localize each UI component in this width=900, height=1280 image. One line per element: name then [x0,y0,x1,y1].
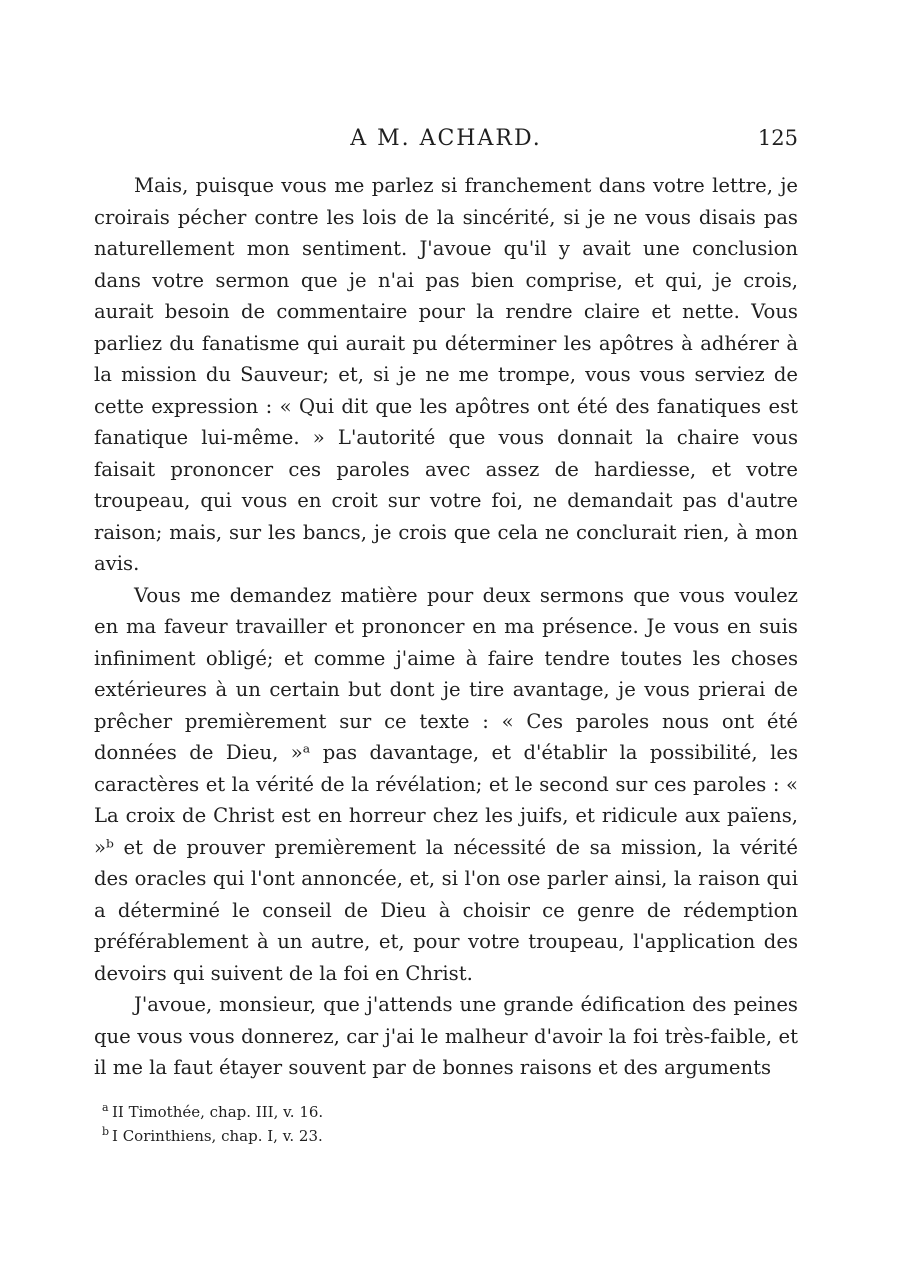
footnote-b [94,1124,798,1148]
page-number: 125 [757,126,798,150]
body-text [94,170,798,1084]
paragraph-3: J'avoue, monsieur, que j'attends une grande édification des peines que vous vous donnerez, car j'ai le malheur d'avoir la foi très-faible, et il me la faut étayer souvent par de bonnes raisons et des arguments [94,993,798,1079]
footnote-text: I Corinthiens, chap. I, v. 23. [112,1126,323,1145]
footnote-mark: a [102,1100,109,1114]
paragraph-1: Mais, puisque vous me parlez si franchement dans votre lettre, je croirais pécher contre les lois de la sincérité, si je ne vous disais pas naturellement mon sentiment. J'avoue qu'il y avait une conclusion dans votre sermon que je n'ai pas bien comprise, et qui, je crois, aurait besoin de commentaire pour la rendre claire et nette. Vous parliez du fanatisme qui aurait pu déterminer les apôtres à adhérer à la mission du Sauveur; et, si je ne me trompe, vous vous serviez de cette expression : « Qui dit que les apôtres ont été des fanatiques est fanatique lui-même. » L'autorité que vous donnait la chaire vous faisait prononcer ces paroles avec assez de hardiesse, et votre troupeau, qui vous en croit sur votre foi, ne demandait pas d'autre raison; mais, sur les bancs, je crois que cela ne conclurait rien, à mon avis. [94,174,798,575]
footnotes [94,1100,798,1148]
running-head [94,126,798,164]
running-title: A M. ACHARD. [350,126,542,151]
footnote-a [94,1100,798,1124]
paragraph-2: Vous me demandez matière pour deux sermons que vous voulez en ma faveur travailler et prononcer en ma présence. Je vous en suis infiniment obligé; et comme j'aime à faire tendre toutes les choses extérieures à un certain but dont je tire avantage, je vous prierai de prêcher premièrement sur ce texte : « Ces paroles nous ont été données de Dieu, »ᵃ pas davantage, et d'établir la possibilité, les caractères et la vérité de la révélation; et le second sur ces paroles : « La croix de Christ est en horreur chez les juifs, et ridicule aux païens, »ᵇ et de prouver premièrement la nécessité de sa mission, la vérité des oracles qui l'ont annoncée, et, si l'on ose parler ainsi, la raison qui a déterminé le conseil de Dieu à choisir ce genre de rédemption préférablement à un autre, et, pour votre troupeau, l'application des devoirs qui suivent de la foi en Christ. [94,583,798,985]
book-page [94,126,798,1148]
footnote-text: II Timothée, chap. III, v. 16. [112,1102,324,1121]
footnote-mark: b [102,1124,110,1138]
